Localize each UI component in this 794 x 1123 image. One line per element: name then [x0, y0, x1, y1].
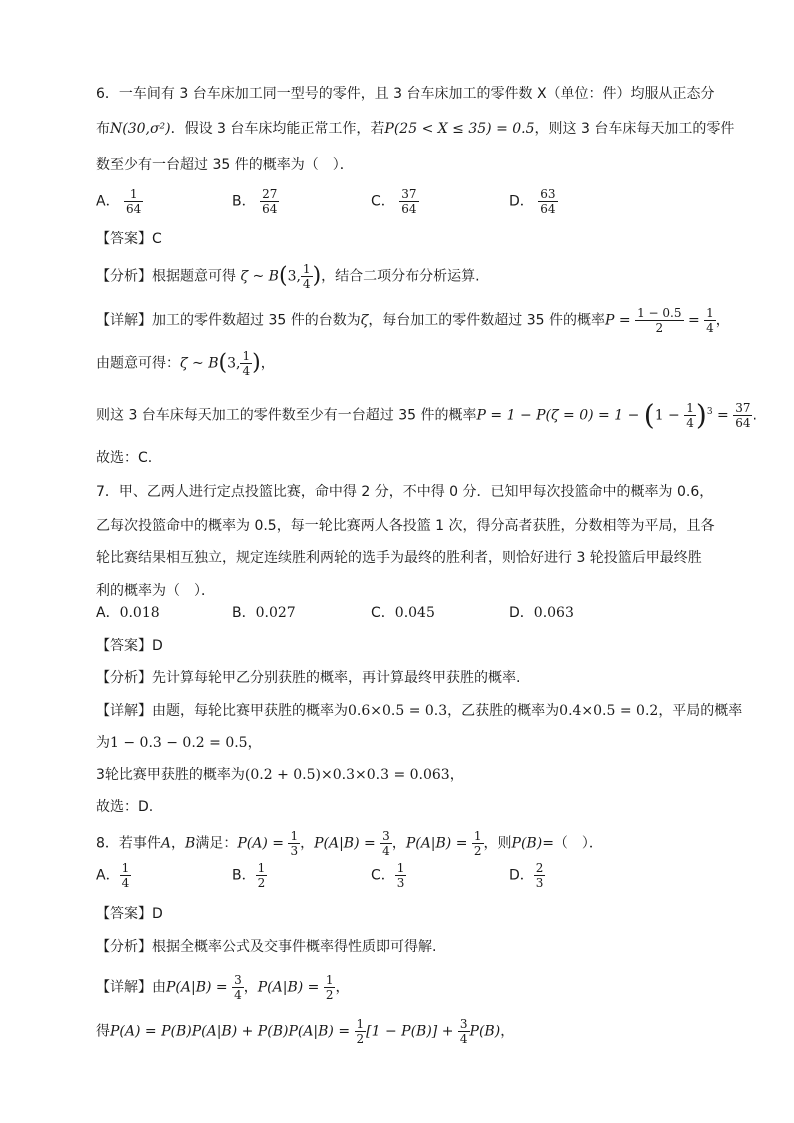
q8-stem: 8．若事件A，B满足：P(A) = $\frac{1}{3}$ ，P(A|B) = $\frac{3}{4}$ ，P(A|B) = $\frac{1}{2}$ ，则P(B)=（ ）．: [96, 829, 603, 858]
text: ，结合二项分布分析运算.: [321, 268, 480, 285]
detail-tag: 【详解】: [96, 312, 152, 329]
q6-conclusion: 故选：C.: [96, 450, 153, 466]
q6-option-a: [96, 187, 143, 216]
q8-last: 得P(A) = P(B)P(A|B) + P(B)P(A|B) = $\frac{1}{2}$ [1 − P(B)] + $\frac{3}{4}$ P(B)，: [96, 1017, 515, 1046]
answer-value: D: [152, 638, 163, 654]
option-letter: A．: [96, 193, 120, 210]
option-fraction: $\frac{1}{64}$: [126, 187, 142, 216]
answer-value: C: [152, 231, 162, 247]
analysis-tag: 【分析】: [96, 268, 152, 285]
detail-tag: 【详解】: [96, 979, 152, 996]
q7-answer: [96, 636, 163, 656]
q7-stem-line4: 利的概率为（ ）．: [96, 583, 215, 599]
q7-stem-line3: 轮比赛结果相互独立，规定连续胜利两轮的选手为最终的胜利者，则恰好进行 3 轮投篮后甲最终胜: [96, 550, 702, 566]
analysis-tag: 【分析】: [96, 670, 152, 686]
text: ，每台加工的零件数超过 35 件的概率: [368, 312, 606, 329]
q8-option-c: C． $\frac{1}{3}$: [371, 861, 405, 890]
q7-analysis: [96, 668, 520, 688]
q7-conclusion: 故选：D.: [96, 799, 154, 815]
math: P = 1 − P(ζ = 0) = 1 −: [476, 407, 640, 424]
q6-text: ．假设 3 台车床均能正常工作，若: [170, 121, 385, 137]
q6-stem-line1: 6．一车间有 3 台车床加工同一型号的零件，且 3 台车床加工的零件数 X（单位：件）均服从正态分: [96, 86, 715, 102]
fraction: $\frac{1}{4}$: [706, 306, 714, 335]
option-letter: D．: [509, 193, 534, 210]
text: ，平局的概率: [658, 703, 743, 719]
math: ζ ~ B: [240, 268, 279, 285]
text: 3轮比赛甲获胜的概率为: [96, 767, 245, 783]
exponent: 3: [706, 406, 713, 417]
q6-detail: [96, 306, 730, 335]
text: .: [752, 407, 757, 424]
fraction: $\frac{1}{3}$: [290, 829, 299, 858]
q6-text: 布: [96, 121, 110, 137]
text: 由题意可得：: [96, 355, 180, 372]
q6-normal-dist: N(30,σ²): [110, 121, 171, 137]
math: 1 − 0.3 − 0.2 = 0.5: [110, 735, 248, 751]
detail-tag: 【详解】: [96, 703, 152, 719]
text: ，: [449, 767, 464, 783]
q8-analysis: [96, 937, 436, 957]
q6-then: 则这 3 台车床每天加工的零件数至少有一台超过 35 件的概率P = 1 − P(ζ = 0) = 1 − (1 − $\frac{1}{4}$ )$^3$ = $\frac{37}{64}$ .: [96, 398, 757, 432]
q8-detail: 【详解】由P(A|B) = $\frac{3}{4}$ ，P(A|B) = $\frac{1}{2}$ ，: [96, 973, 350, 1002]
math: (0.2 + 0.5)×0.3×0.3 = 0.063: [244, 767, 450, 783]
option-letter: C．: [371, 193, 395, 210]
q7-option-c: C．0.045: [371, 605, 435, 621]
q6-stem-line2: [96, 119, 734, 139]
fraction: $\frac{3}{4}$: [382, 829, 390, 858]
fraction: $\frac{1}{2}$: [473, 829, 482, 858]
q6-option-b: [232, 187, 279, 216]
text: ，: [247, 735, 262, 751]
q7-three: [96, 765, 464, 785]
text: 根据题意可得: [152, 268, 236, 285]
option-fraction: $\frac{63}{64}$: [540, 187, 556, 216]
q8-answer: [96, 904, 163, 924]
option-letter: B．: [232, 193, 256, 210]
text: ，乙获胜的概率为: [447, 703, 560, 719]
fraction: $\frac{3}{4}$: [234, 973, 242, 1002]
math: 1 −: [654, 407, 680, 424]
math: =: [687, 312, 700, 329]
math: ζ ~ B: [180, 355, 219, 372]
math: 3,: [287, 268, 301, 285]
q7-option-d: D．0.063: [509, 605, 574, 621]
q8-option-a: A． $\frac{1}{4}$: [96, 861, 130, 890]
math: =: [717, 407, 729, 424]
fraction: $\frac{1}{4}$: [242, 349, 251, 378]
fraction: $\frac{37}{64}$: [735, 401, 751, 430]
q6-option-c: [371, 187, 419, 216]
q6-text: ，则这 3 台车床每天加工的零件: [534, 121, 735, 137]
q6-prob-expr: P(25 < X ≤ 35) = 0.5: [384, 121, 535, 137]
fraction: $\frac{1}{2}$: [325, 973, 334, 1002]
q7-option-a: A．0.018: [96, 605, 160, 621]
q6-option-d: [509, 187, 558, 216]
fraction: $\frac{1}{2}$: [356, 1017, 365, 1046]
text: 为: [96, 735, 110, 751]
math: 0.4×0.5 = 0.2: [559, 703, 659, 719]
q8-option-d: D． $\frac{2}{3}$: [509, 861, 544, 890]
answer-tag: 【答案】: [96, 638, 152, 654]
q6-analysis: 【分析】根据题意可得 ζ ~ B(3, $\frac{1}{4}$ )，结合二项分布分析运算.: [96, 262, 480, 291]
text: ，: [715, 312, 730, 329]
q8-option-b: B． $\frac{1}{2}$: [232, 861, 266, 890]
math: 3,: [227, 355, 241, 372]
q7-option-b: B．0.027: [232, 605, 296, 621]
math: P =: [605, 312, 631, 329]
answer-tag: 【答案】: [96, 906, 152, 922]
text: 加工的零件数超过 35 件的台数为: [152, 312, 361, 329]
q7-stem-line1: 7．甲、乙两人进行定点投篮比赛，命中得 2 分，不中得 0 分．已知甲每次投篮命中的概率为 0.6，: [96, 484, 714, 500]
option-fraction: $\frac{27}{64}$: [262, 187, 278, 216]
q7-draw: [96, 733, 262, 753]
math: 0.6×0.5 = 0.3: [348, 703, 448, 719]
analysis-tag: 【分析】: [96, 939, 152, 955]
math: ζ: [360, 312, 369, 329]
text: ，: [260, 355, 275, 372]
option-fraction: $\frac{37}{64}$: [401, 187, 417, 216]
fraction: $\frac{1 - 0.5}{2}$: [637, 306, 682, 335]
q6-answer: [96, 229, 162, 249]
fraction: $\frac{1}{4}$: [302, 262, 311, 291]
text: 由题，每轮比赛甲获胜的概率为: [152, 703, 348, 719]
fraction: $\frac{3}{4}$: [459, 1017, 468, 1046]
q6-stem-line3: 数至少有一台超过 35 件的概率为（ ）．: [96, 157, 354, 173]
text: 则这 3 台车床每天加工的零件数至少有一台超过 35 件的概率: [96, 407, 477, 424]
text: 根据全概率公式及交事件概率得性质即可得解.: [152, 939, 437, 955]
answer-tag: 【答案】: [96, 231, 152, 247]
answer-value: D: [152, 906, 163, 922]
text: 先计算每轮甲乙分别获胜的概率，再计算最终甲获胜的概率.: [152, 670, 521, 686]
q7-stem-line2: 乙每次投篮命中的概率为 0.5，每一轮比赛两人各投篮 1 次，得分高者获胜，分数相等为平局，且各: [96, 518, 715, 534]
fraction: $\frac{1}{4}$: [686, 401, 694, 430]
q6-given: 由题意可得：ζ ~ B(3, $\frac{1}{4}$ )，: [96, 349, 275, 378]
q7-detail: [96, 701, 742, 721]
